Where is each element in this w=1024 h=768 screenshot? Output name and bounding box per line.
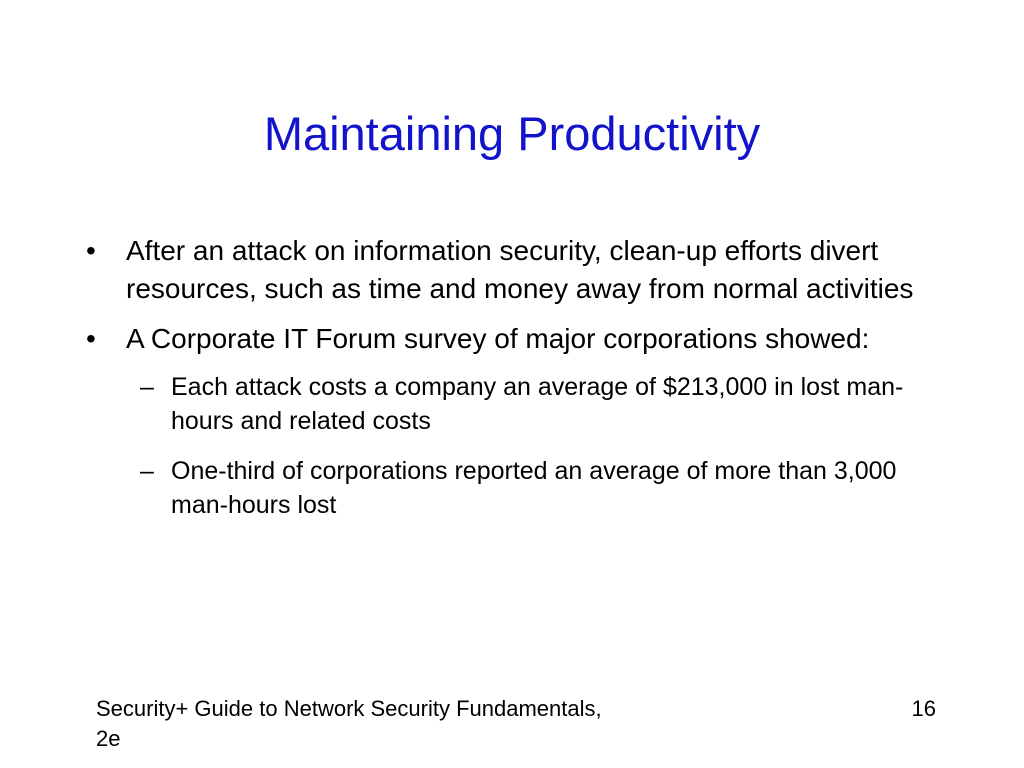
slide-title: Maintaining Productivity xyxy=(263,107,761,160)
bullet-text: A Corporate IT Forum survey of major corporations showed: xyxy=(126,323,870,354)
bullet-item xyxy=(86,232,946,308)
bullet-marker: • xyxy=(86,235,96,266)
slide-body xyxy=(86,232,946,538)
sub-bullet-item xyxy=(86,454,946,522)
sub-bullet-marker: – xyxy=(140,373,154,401)
page-number: 16 xyxy=(911,696,936,721)
sub-bullet-marker: – xyxy=(140,457,154,485)
sub-bullet-text: Each attack costs a company an average of $213,000 in lost man-hours and related costs xyxy=(171,373,904,435)
sub-bullet-text: One-third of corporations reported an average of more than 3,000 man-hours lost xyxy=(171,457,897,519)
bullet-text: After an attack on information security, clean-up efforts divert resources, such as time and money away from normal activities xyxy=(126,235,914,304)
footer-source: Security+ Guide to Network Security Fundamentals, 2e xyxy=(96,696,602,751)
sub-bullet-item xyxy=(86,370,946,438)
bullet-item xyxy=(86,320,946,358)
bullet-marker: • xyxy=(86,323,96,354)
